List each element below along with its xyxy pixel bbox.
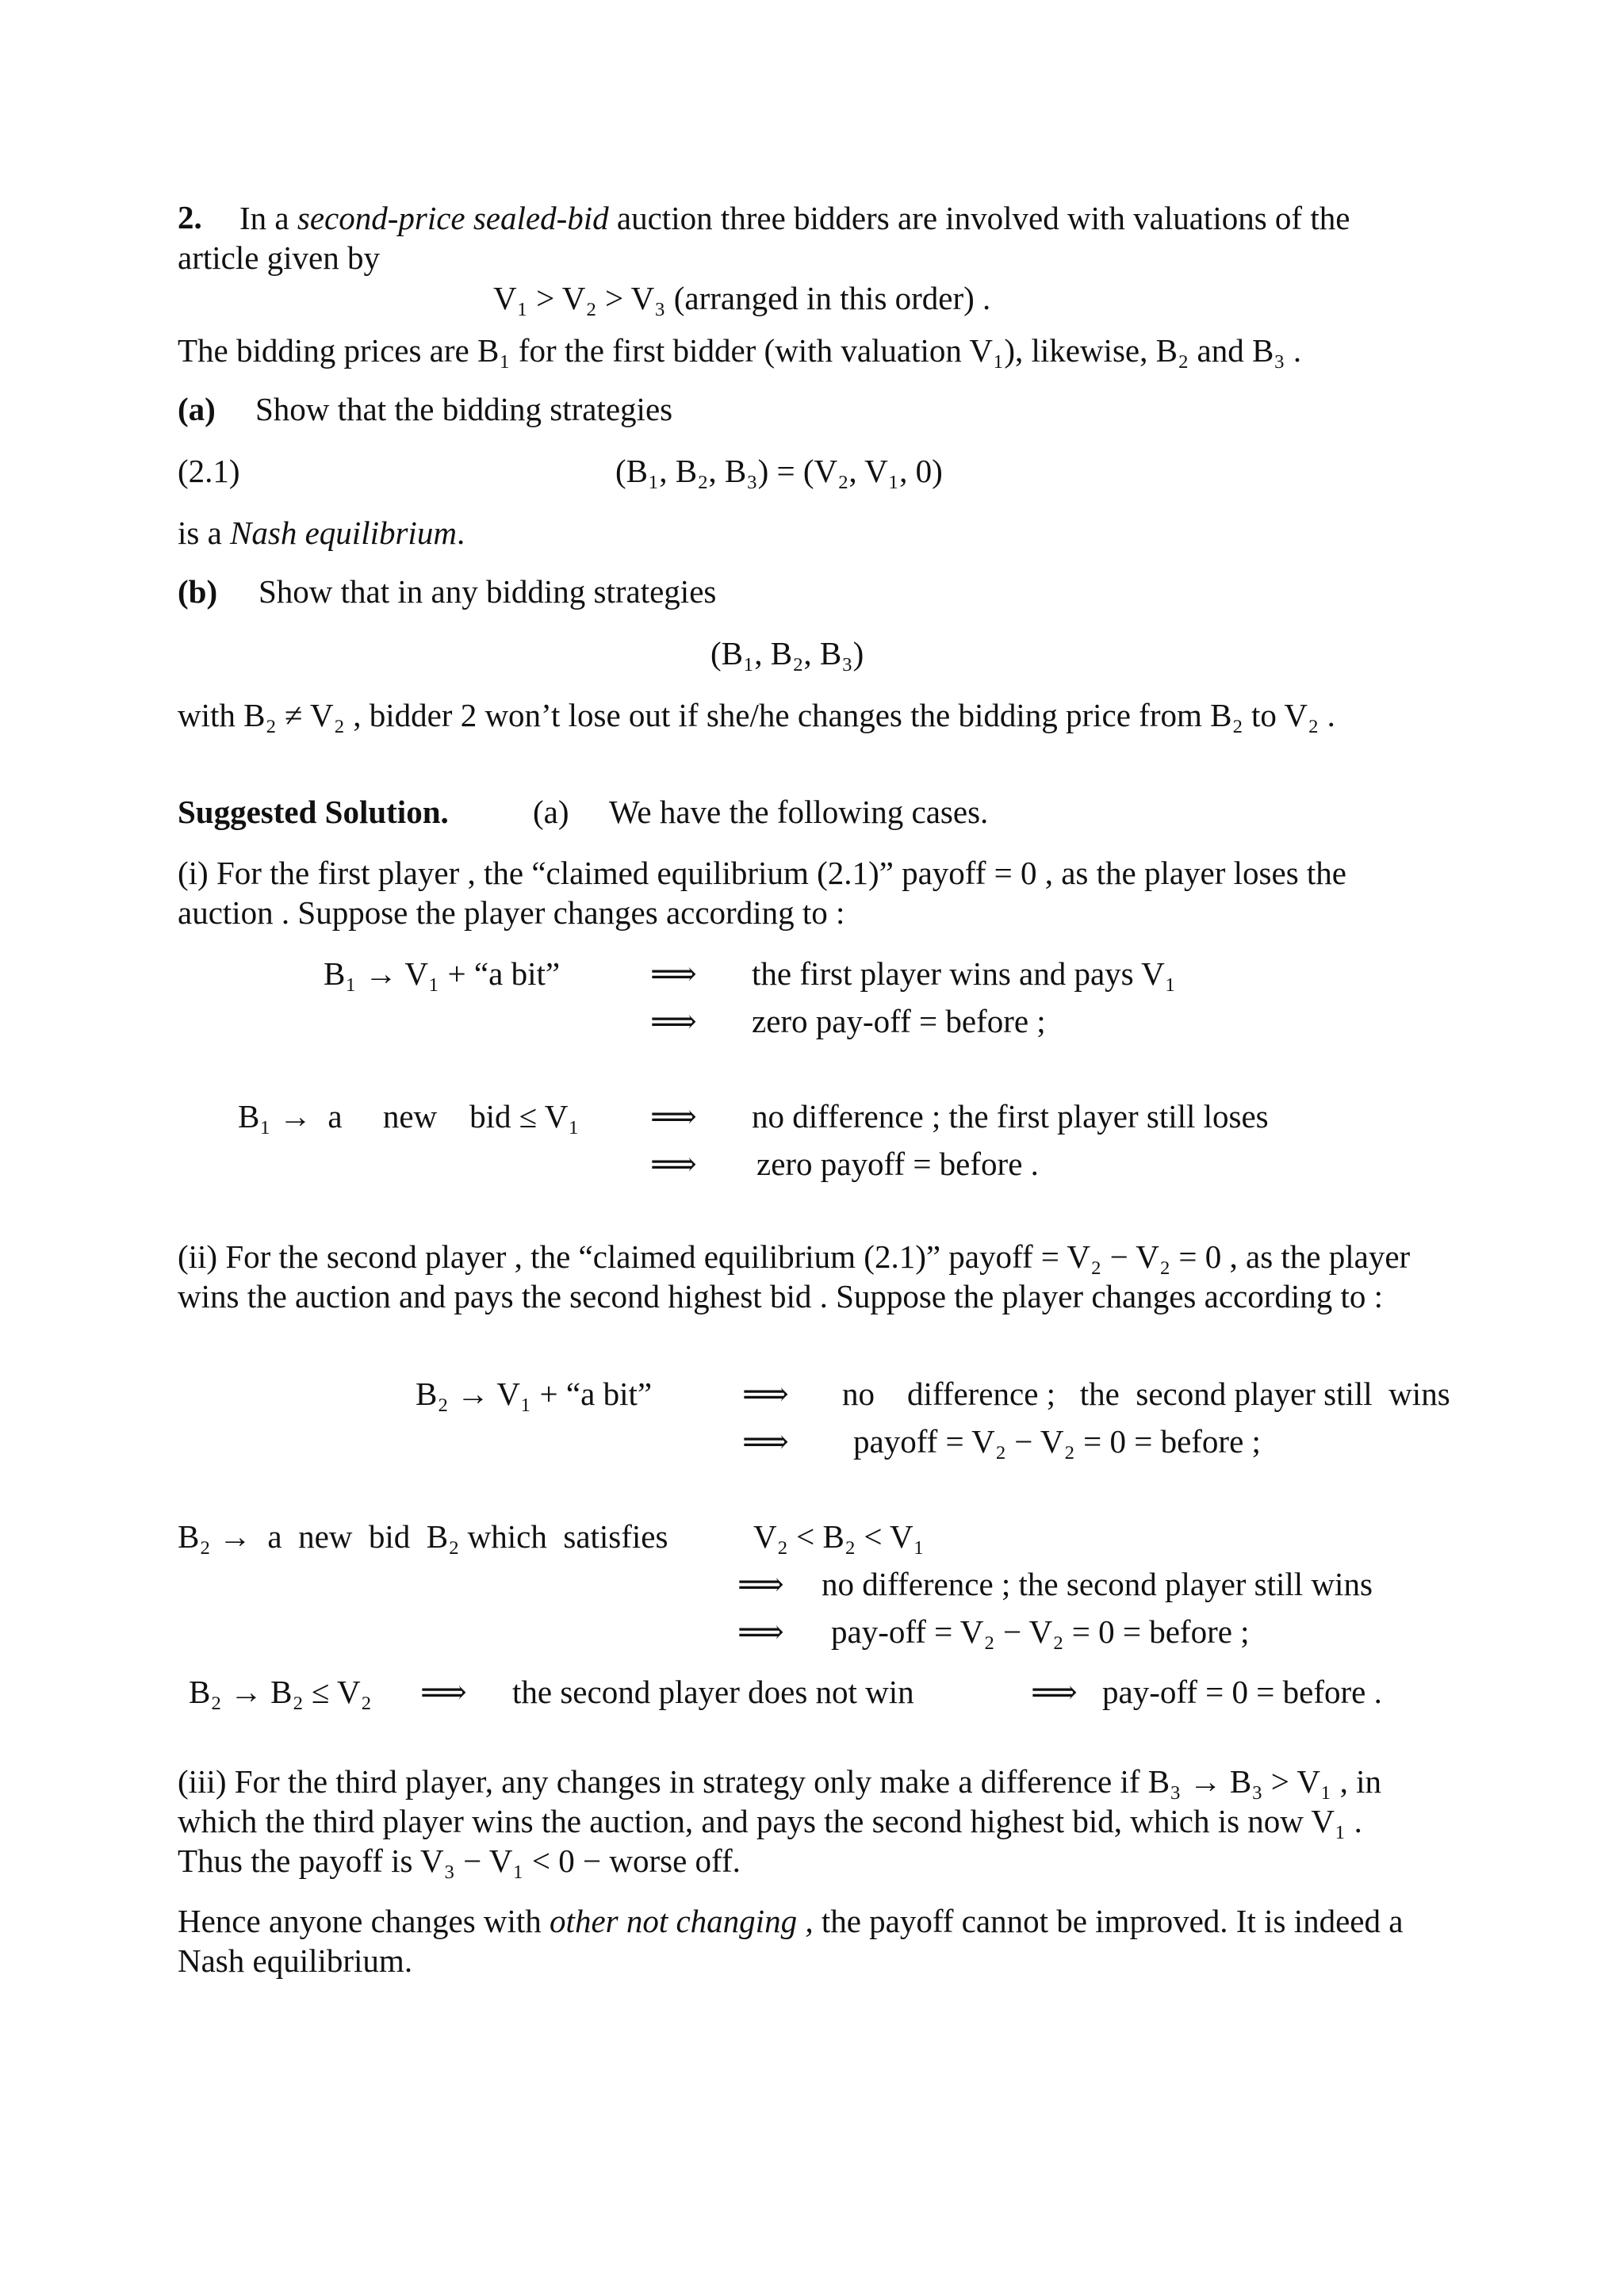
implies-arrow: ⟹ (742, 1375, 789, 1413)
nash-pre: is a (178, 515, 222, 551)
part-b-equation: (B₁, B₂, B₃) (710, 635, 864, 672)
bidding-prices-line: The bidding prices are B₁ for the first bidder (with valuation V₁), likewise, B₂ and B₃ . (178, 332, 1302, 369)
nash-post: . (456, 515, 465, 551)
implies-arrow: ⟹ (1031, 1673, 1078, 1711)
part-b-label: (b) (178, 573, 218, 610)
solution-part-a-label: (a) (533, 794, 569, 830)
case-2-line-5-right: pay-off = V₂ − V₂ = 0 = before ; (831, 1613, 1250, 1650)
case-2-line-3-left: B₂ → a new bid B₂ which satisfies (178, 1518, 668, 1555)
nash-emphasis: Nash equilibrium (230, 515, 457, 551)
problem-intro (178, 198, 1423, 277)
conclusion-pre: Hence anyone changes with (178, 1903, 542, 1939)
implies-arrow: ⟹ (420, 1673, 467, 1711)
implies-arrow: ⟹ (737, 1613, 784, 1651)
conclusion-emphasis: other not changing , (550, 1903, 814, 1939)
implies-arrow: ⟹ (650, 955, 697, 993)
case-1-line-1-right: the first player wins and pays V₁ (752, 955, 1177, 992)
auction-type-emphasis: second-price sealed-bid (297, 200, 609, 236)
part-a-label: (a) (178, 391, 216, 427)
valuation-ordering: V₁ > V₂ > V₃ (arranged in this order) . (493, 280, 991, 316)
case-2-line-4-right: no difference ; the second player still wins (822, 1566, 1373, 1602)
equation-label: (2.1) (178, 453, 240, 489)
problem-number: 2. (178, 199, 202, 235)
case-1-line-2-right: zero pay-off = before ; (752, 1003, 1046, 1039)
conclusion-post: the payoff cannot be improved. It is indeed a Nash equilibrium. (178, 1903, 1404, 1979)
part-b-line: with B₂ ≠ V₂ , bidder 2 won’t lose out if she/he changes the bidding price from B₂ to V₂ . (178, 697, 1335, 733)
solution-heading: Suggested Solution. (178, 794, 449, 830)
case-1-line-4-right: zero payoff = before . (756, 1146, 1039, 1182)
case-1-line-1-left: B₁ → V₁ + “a bit” (324, 955, 561, 992)
case-2-line-3-right: V₂ < B₂ < V₁ (753, 1518, 925, 1555)
case-2-line-1-left: B₂ → V₁ + “a bit” (416, 1376, 653, 1412)
equation-strategies: (B₁, B₂, B₃) = (V₂, V₁, 0) (615, 453, 943, 489)
implies-arrow: ⟹ (742, 1422, 789, 1460)
case-2-line-6-middle: the second player does not win (512, 1674, 914, 1710)
case-2-text: (ii) For the second player , the “claimed equilibrium (2.1)” payoff = V₂ − V₂ = 0 , as the player wins the auction and pays the second highest bid . Suppose the player changes according to : (178, 1238, 1411, 1314)
part-a-text: Show that the bidding strategies (255, 391, 673, 427)
case-1-line-3-right: no difference ; the first player still loses (752, 1098, 1269, 1135)
part-b-text: Show that in any bidding strategies (259, 573, 717, 610)
case-2-line-6-left: B₂ → B₂ ≤ V₂ (189, 1674, 372, 1710)
case-1-line-3-left: B₁ → a new bid ≤ V₁ (238, 1098, 580, 1135)
case-3-text: (iii) For the third player, any changes in strategy only make a difference if B₃ → B₃ > V₁ , in which the third player wins the auction, and pays the second highest bid, which is now V₁ . Thus the payoff is V₃ − V₁ < 0 − worse off. (178, 1763, 1381, 1879)
case-2-line-6-right: pay-off = 0 = before . (1102, 1674, 1382, 1710)
solution-part-a-text: We have the following cases. (609, 794, 989, 830)
implies-arrow: ⟹ (650, 1145, 697, 1183)
case-2-line-1-right: no difference ; the second player still wins (842, 1376, 1450, 1412)
implies-arrow: ⟹ (650, 1097, 697, 1135)
implies-arrow: ⟹ (650, 1002, 697, 1040)
case-1-text: (i) For the first player , the “claimed equilibrium (2.1)” payoff = 0 , as the player loses the auction . Suppose the player changes according to : (178, 855, 1346, 931)
implies-arrow: ⟹ (737, 1565, 784, 1603)
problem-intro-post: auction three bidders are involved with valuations of the article given by (178, 200, 1350, 276)
conclusion (178, 1901, 1423, 1980)
case-2-line-2-right: payoff = V₂ − V₂ = 0 = before ; (853, 1423, 1261, 1460)
problem-intro-pre: In a (239, 200, 289, 236)
nash-line (178, 514, 465, 552)
